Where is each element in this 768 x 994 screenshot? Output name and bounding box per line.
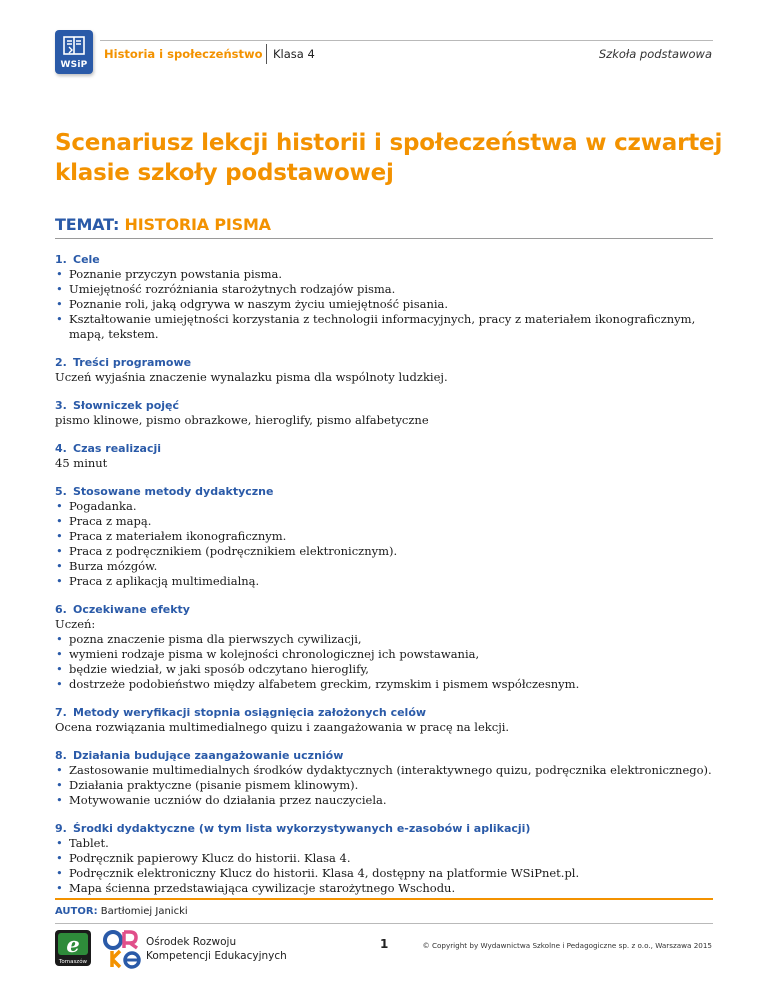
list-item-text: Zastosowanie multimedialnych środków dydaktycznych (interaktywnego quizu, podręcznika elektronicznego). xyxy=(69,763,712,777)
list-item xyxy=(55,574,715,589)
page-title: Scenariusz lekcji historii i społeczeństwa w czwartej klasie szkoły podstawowej xyxy=(55,130,723,186)
list-item-text: Tablet. xyxy=(69,836,109,850)
list-item-text: Motywowanie uczniów do działania przez nauczyciela. xyxy=(69,793,387,807)
lesson-content xyxy=(55,252,715,909)
section-2 xyxy=(55,355,715,385)
svg-text:e: e xyxy=(66,932,80,957)
list-item-text: Kształtowanie umiejętności korzystania z technologii informacyjnych, pracy z materiałem ikonograficznym, mapą, tekstem. xyxy=(69,312,696,341)
list-item-text: Burza mózgów. xyxy=(69,559,158,573)
page-number: 1 xyxy=(380,937,389,951)
section-heading xyxy=(55,398,715,413)
bullet-icon: • xyxy=(56,267,63,281)
section-number: 8. xyxy=(55,749,67,762)
section-title: Metody weryfikacji stopnia osiągnięcia założonych celów xyxy=(73,706,427,719)
section-7 xyxy=(55,705,715,735)
header-separator xyxy=(266,44,267,64)
header-subject: Historia i społeczeństwo xyxy=(104,47,263,61)
list-item xyxy=(55,677,715,692)
list-item xyxy=(55,297,715,312)
section-heading xyxy=(55,252,715,267)
logo-text: WSiP xyxy=(60,60,88,70)
bullet-icon: • xyxy=(56,793,63,807)
bullet-icon: • xyxy=(56,632,63,646)
section-4 xyxy=(55,441,715,471)
section-heading xyxy=(55,821,715,836)
bullet-list xyxy=(55,267,715,342)
list-item xyxy=(55,499,715,514)
bullet-list xyxy=(55,763,715,808)
list-item xyxy=(55,793,715,808)
list-item-text: Podręcznik papierowy Klucz do historii. Klasa 4. xyxy=(69,851,351,865)
bullet-list xyxy=(55,836,715,896)
list-item-text: Poznanie roli, jaką odgrywa w naszym życiu umiejętność pisania. xyxy=(69,297,449,311)
ore-logo xyxy=(103,929,143,969)
topic-label: TEMAT: xyxy=(55,215,120,234)
list-item-text: Praca z materiałem ikonograficznym. xyxy=(69,529,287,543)
list-item xyxy=(55,763,715,778)
wsip-logo xyxy=(55,30,93,74)
list-item-text: wymieni rodzaje pisma w kolejności chronologicznej ich powstawania, xyxy=(69,647,480,661)
list-item xyxy=(55,662,715,677)
section-text: Uczeń wyjaśnia znaczenie wynalazku pisma dla wspólnoty ludzkiej. xyxy=(55,370,448,384)
section-title: Cele xyxy=(73,253,100,266)
list-item xyxy=(55,851,715,866)
ore-name-line1: Ośrodek Rozwoju xyxy=(146,936,237,948)
section-heading xyxy=(55,355,715,370)
header-school: Szkoła podstawowa xyxy=(598,47,712,61)
section-number: 3. xyxy=(55,399,67,412)
bullet-icon: • xyxy=(56,778,63,792)
list-item xyxy=(55,632,715,647)
section-9 xyxy=(55,821,715,896)
bullet-icon: • xyxy=(56,514,63,528)
section-heading xyxy=(55,484,715,499)
list-item xyxy=(55,267,715,282)
list-item-text: Mapa ścienna przedstawiająca cywilizacje starożytnego Wschodu. xyxy=(69,881,456,895)
list-item xyxy=(55,529,715,544)
section-8 xyxy=(55,748,715,808)
section-heading xyxy=(55,748,715,763)
topic xyxy=(55,215,271,234)
section-text: Ocena rozwiązania multimedialnego quizu i zaangażowania w pracę na lekcji. xyxy=(55,720,510,734)
section-number: 7. xyxy=(55,706,67,719)
section-text: Uczeń: xyxy=(55,617,96,631)
list-item-text: będzie wiedział, w jaki sposób odczytano hieroglify, xyxy=(69,662,369,676)
bullet-icon: • xyxy=(56,544,63,558)
bullet-icon: • xyxy=(56,866,63,880)
bullet-icon: • xyxy=(56,881,63,895)
section-title: Czas realizacji xyxy=(73,442,162,455)
bullet-icon: • xyxy=(56,312,63,326)
book-icon xyxy=(63,36,85,56)
list-item xyxy=(55,544,715,559)
section-heading xyxy=(55,602,715,617)
bullet-list xyxy=(55,632,715,692)
svg-text:Tomaszów: Tomaszów xyxy=(58,959,88,965)
author-divider xyxy=(55,923,713,924)
bullet-list xyxy=(55,499,715,589)
section-title: Słowniczek pojęć xyxy=(73,399,180,412)
bullet-icon: • xyxy=(56,282,63,296)
list-item xyxy=(55,559,715,574)
list-item-text: Pogadanka. xyxy=(69,499,137,513)
section-5 xyxy=(55,484,715,589)
section-number: 2. xyxy=(55,356,67,369)
bullet-icon: • xyxy=(56,662,63,676)
list-item-text: Poznanie przyczyn powstania pisma. xyxy=(69,267,282,281)
e-tomaszow-logo xyxy=(55,930,91,966)
section-text: pismo klinowe, pismo obrazkowe, hieroglify, pismo alfabetyczne xyxy=(55,413,429,427)
bullet-icon: • xyxy=(56,297,63,311)
list-item-text: Działania praktyczne (pisanie pismem klinowym). xyxy=(69,778,359,792)
section-text: 45 minut xyxy=(55,456,108,470)
copyright: © Copyright by Wydawnictwa Szkolne i Pedagogiczne sp. z o.o., Warszawa 2015 xyxy=(422,941,712,950)
header-class: Klasa 4 xyxy=(273,47,315,61)
section-number: 9. xyxy=(55,822,67,835)
list-item xyxy=(55,647,715,662)
list-item xyxy=(55,514,715,529)
list-item xyxy=(55,312,715,342)
list-item xyxy=(55,282,715,297)
bullet-icon: • xyxy=(56,574,63,588)
bullet-icon: • xyxy=(56,836,63,850)
section-1 xyxy=(55,252,715,342)
bullet-icon: • xyxy=(56,763,63,777)
topic-value: HISTORIA PISMA xyxy=(124,215,271,234)
ore-name-line2: Kompetencji Edukacyjnych xyxy=(146,950,287,962)
bullet-icon: • xyxy=(56,559,63,573)
bullet-icon: • xyxy=(56,647,63,661)
header-divider xyxy=(100,40,713,41)
ore-name xyxy=(146,935,287,963)
author-label: AUTOR: xyxy=(55,906,98,917)
list-item xyxy=(55,881,715,896)
bullet-icon: • xyxy=(56,529,63,543)
footer-divider xyxy=(55,898,713,900)
section-title: Treści programowe xyxy=(73,356,192,369)
list-item xyxy=(55,778,715,793)
section-title: Działania budujące zaangażowanie uczniów xyxy=(73,749,344,762)
list-item-text: Praca z mapą. xyxy=(69,514,152,528)
section-number: 1. xyxy=(55,253,67,266)
list-item-text: Podręcznik elektroniczny Klucz do historii. Klasa 4, dostępny na platformie WSiPnet.pl. xyxy=(69,866,580,880)
bullet-icon: • xyxy=(56,851,63,865)
section-heading xyxy=(55,705,715,720)
author xyxy=(55,906,188,917)
list-item-text: Praca z podręcznikiem (podręcznikiem elektronicznym). xyxy=(69,544,398,558)
bullet-icon: • xyxy=(56,677,63,691)
bullet-icon: • xyxy=(56,499,63,513)
section-title: Środki dydaktyczne (w tym lista wykorzystywanych e-zasobów i aplikacji) xyxy=(73,822,531,835)
section-3 xyxy=(55,398,715,428)
section-title: Oczekiwane efekty xyxy=(73,603,190,616)
section-number: 5. xyxy=(55,485,67,498)
list-item xyxy=(55,836,715,851)
list-item-text: pozna znaczenie pisma dla pierwszych cywilizacji, xyxy=(69,632,362,646)
list-item-text: Umiejętność rozróżniania starożytnych rodzajów pisma. xyxy=(69,282,396,296)
section-6 xyxy=(55,602,715,692)
section-heading xyxy=(55,441,715,456)
section-number: 4. xyxy=(55,442,67,455)
list-item-text: Praca z aplikacją multimedialną. xyxy=(69,574,260,588)
section-number: 6. xyxy=(55,603,67,616)
section-title: Stosowane metody dydaktyczne xyxy=(73,485,274,498)
author-name: Bartłomiej Janicki xyxy=(100,906,188,917)
topic-divider xyxy=(55,238,713,239)
list-item xyxy=(55,866,715,881)
list-item-text: dostrzeże podobieństwo między alfabetem greckim, rzymskim i pismem współczesnym. xyxy=(69,677,580,691)
